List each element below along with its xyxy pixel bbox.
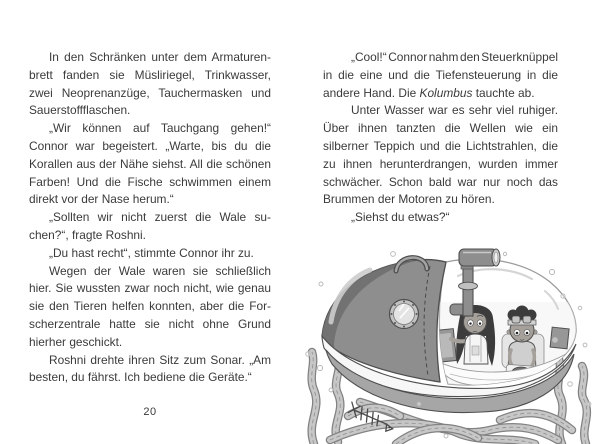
goggles-lens — [512, 316, 520, 323]
text-line: andere Hand. Die Kolumbus tauchte ab. — [323, 85, 535, 100]
text-line: besten, du fährst. Ich bediene die Geräte.“ — [29, 370, 252, 385]
text-line: hier. Sie wussten zwar noch nicht, wie genau — [29, 281, 271, 296]
text-line: „Sollten wir nicht zuerst die Wale su- — [49, 210, 271, 225]
text-line: „Du hast recht“, stimmte Connor ihr zu. — [49, 245, 254, 260]
text-line: scherzentrale hatte sie nicht ohne Grund — [29, 316, 271, 331]
text-line: Unter Wasser war es sehr viel ruhiger. — [351, 103, 558, 118]
text-line: brett fanden sie Müsliriegel, Trinkwasser, — [29, 67, 271, 82]
left-page-text — [29, 49, 271, 387]
text-line: „Siehst du etwas?“ — [351, 210, 450, 225]
right-page-text — [323, 49, 558, 227]
text-line: Roshni drehte ihren Sitz zum Sonar. „Am — [49, 352, 271, 367]
periscope-head — [459, 249, 497, 266]
text-line: Über ihnen tanzten die Wellen wie ein — [323, 121, 558, 136]
text-line: „Wir können auf Tauchgang gehen!“ — [49, 121, 271, 136]
text-line: chen?“, fragte Roshni. — [29, 227, 146, 242]
text-line: In den Schränken unter dem Armaturen- — [49, 50, 271, 64]
text-line: in die eine und die Tiefensteuerung in die — [323, 67, 558, 82]
text-line: Sauerstoffflaschen. — [29, 103, 131, 118]
submarine-illustration — [300, 244, 600, 444]
text-line: silberner Teppich und die Lichtstrahlen, die — [323, 138, 558, 153]
page-number: 20 — [143, 406, 157, 418]
text-line: zwei Neoprenanzüge, Tauchermasken und — [29, 85, 271, 100]
porthole — [390, 300, 419, 329]
text-line: schwächer. Schon bald war nur noch das — [323, 174, 558, 189]
text-line: Korallen aus der Nähe siehst. All die schönen — [29, 156, 271, 171]
text-line: Brummen der Motoren zu hören. — [323, 192, 495, 207]
text-line: direkt vor der Nase herum.“ — [29, 192, 174, 207]
goggles-lens — [523, 316, 531, 323]
text-line: sie den Tieren helfen konnten, aber die For- — [29, 299, 271, 314]
submarine — [322, 249, 578, 413]
text-line: Wegen der Wale waren sie schließlich — [49, 263, 271, 278]
girl-arm — [451, 339, 466, 341]
text-line: hierher geschickt. — [29, 334, 123, 349]
text-line: zu ihnen herunterdrangen, wurden immer — [323, 156, 558, 171]
cockpit-interior — [418, 302, 578, 386]
text-line: Connor war begeistert. „Warte, bis du die — [29, 138, 271, 153]
text-line: „Cool!“ Connor nahm den Steuerknüppel — [351, 50, 558, 64]
text-line: Farben! Und die Fische schwimmen einem — [29, 174, 271, 189]
periscope-collar — [459, 282, 478, 290]
